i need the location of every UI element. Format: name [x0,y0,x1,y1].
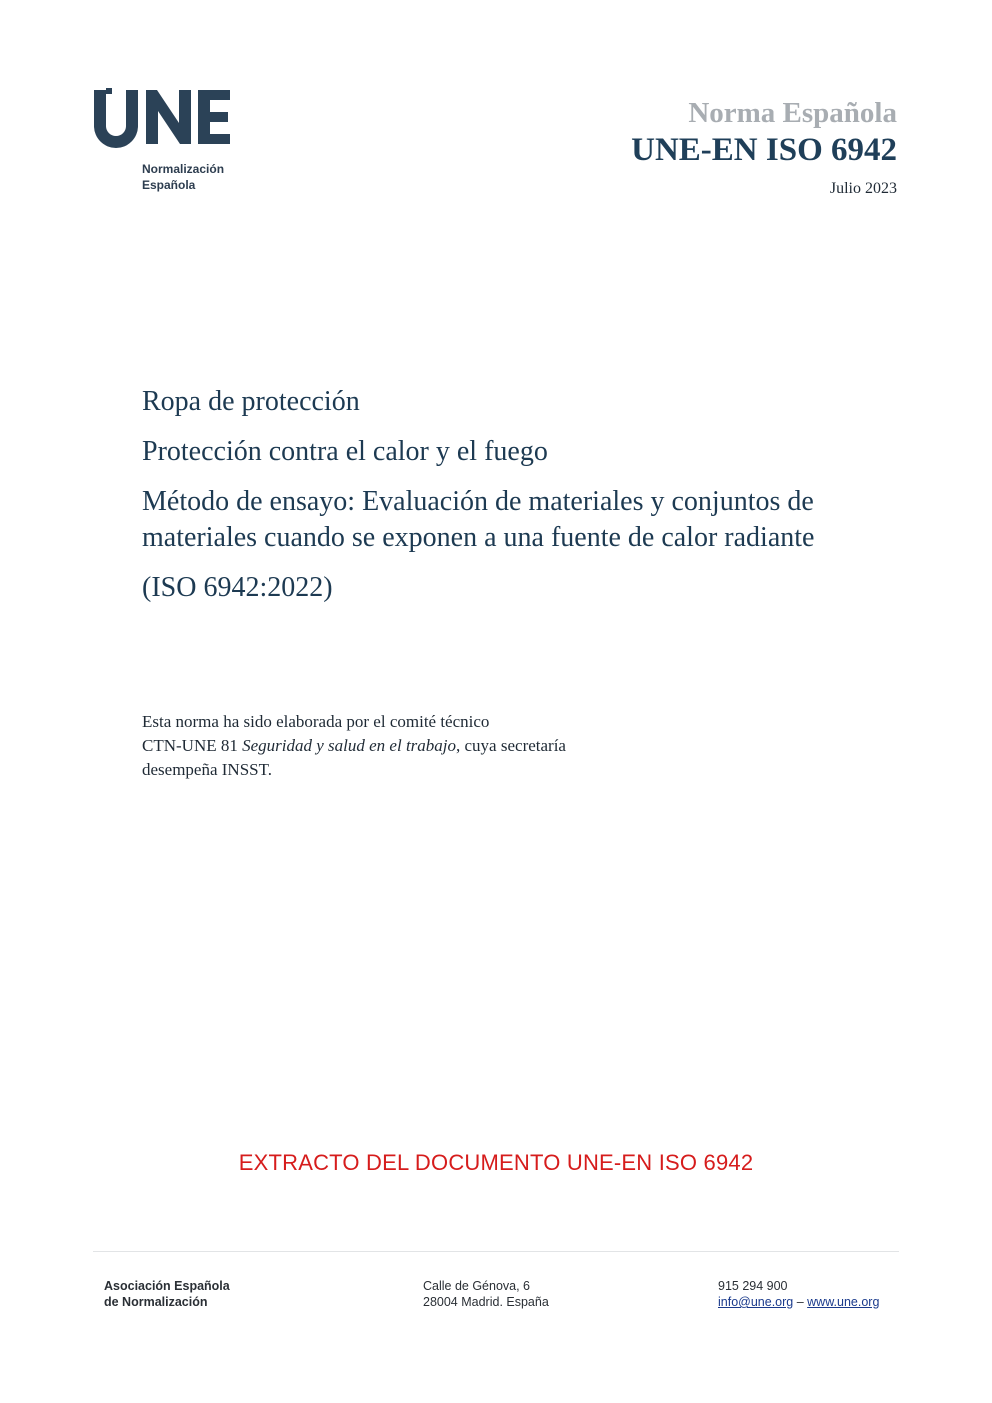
document-kind: Norma Española [688,97,897,129]
title-line-3: Método de ensayo: Evaluación de materiales y conjuntos de materiales cuando se exponen a una fuente de calor radiante [142,486,815,553]
title-line-4: (ISO 6942:2022) [142,572,333,603]
committee-name: Seguridad y salud en el trabajo [242,736,457,755]
committee-code: CTN-UNE 81 [142,736,243,755]
website-link[interactable]: www.une.org [807,1295,880,1309]
title-block [142,384,882,620]
footer-addr-line-1: Calle de Génova, 6 [423,1279,531,1293]
title-line-2: Protección contra el calor y el fuego [142,436,548,467]
logo-subtitle [142,161,224,193]
committee-line-2 [142,734,702,758]
committee-line-3: desempeña INSST. [142,760,272,779]
footer-org-line-2: de Normalización [104,1295,208,1309]
committee-info [142,710,702,782]
footer-phone: 915 294 900 [718,1279,788,1293]
footer-links [718,1294,879,1310]
footer-organization [104,1278,230,1310]
logo-sub-line1: Normalización [142,162,225,176]
document-header [631,96,897,198]
email-link[interactable]: info@une.org [718,1295,794,1309]
committee-line-2-suffix: , cuya secretaría [456,736,566,755]
une-logo [92,88,242,198]
document-date: Julio 2023 [829,180,897,197]
footer-divider [93,1251,899,1252]
extract-notice: EXTRACTO DEL DOCUMENTO UNE-EN ISO 6942 [238,1150,754,1175]
footer-org-line-1: Asociación Española [104,1279,230,1293]
une-logo-mark [92,88,232,150]
footer-separator: – [793,1295,808,1309]
footer-address [423,1278,549,1310]
footer-addr-line-2: 28004 Madrid. España [423,1295,549,1309]
title-line-1: Ropa de protección [142,386,360,417]
footer-contact [718,1278,879,1310]
committee-line-1: Esta norma ha sido elaborada por el comité técnico [142,712,490,731]
logo-sub-line2: Española [142,178,196,192]
document-code: UNE-EN ISO 6942 [631,132,897,168]
